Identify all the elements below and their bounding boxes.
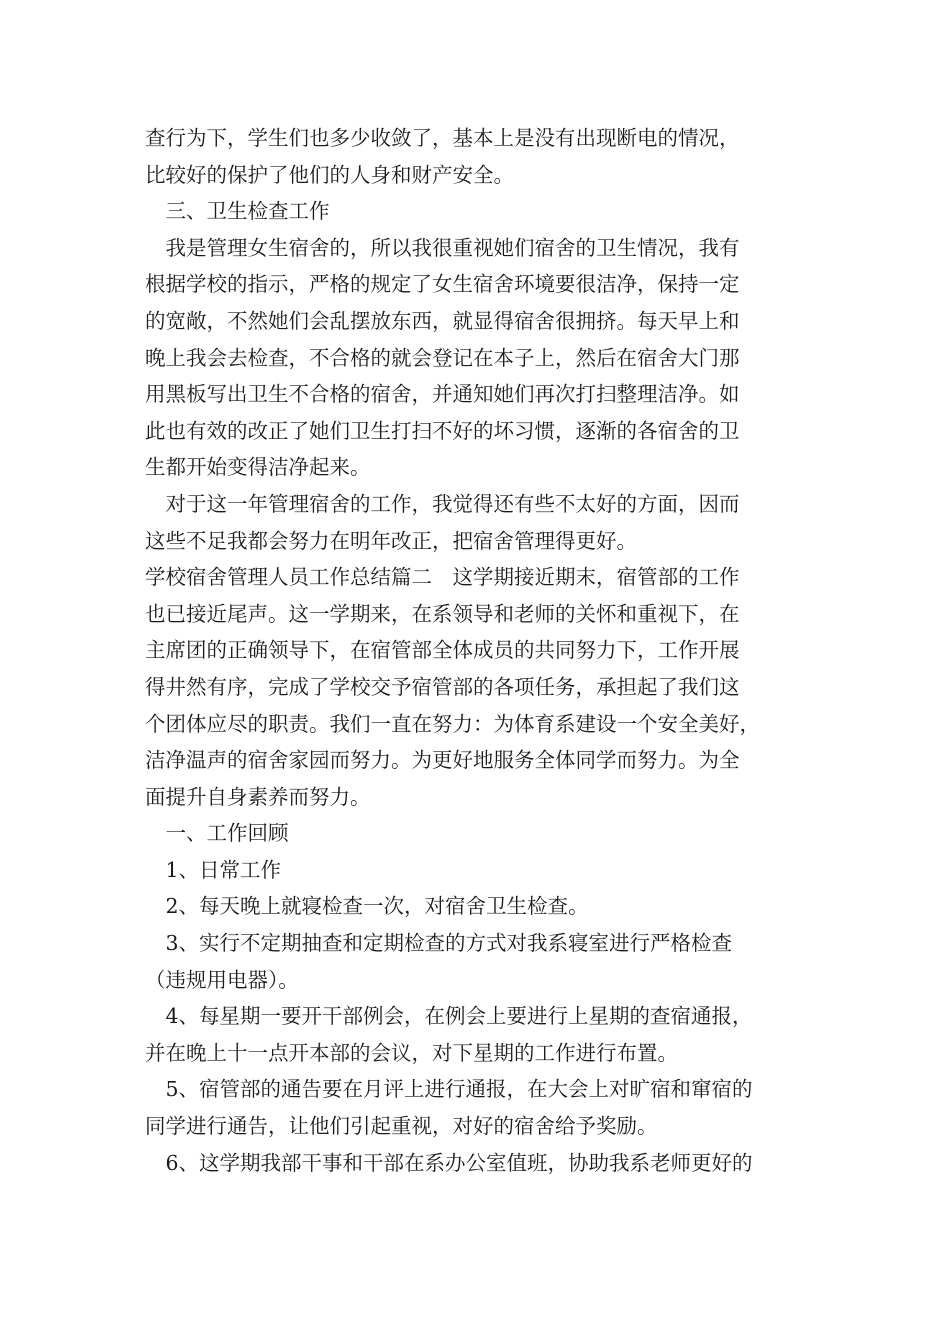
text-line: 学校宿舍管理人员工作总结篇二 这学期接近期末，宿管部的工作 (145, 565, 740, 590)
text-line: 得井然有序，完成了学校交予宿管部的各项任务，承担起了我们这 (145, 674, 740, 699)
text-line: （违规用电器）。 (145, 967, 299, 992)
text-line: 我是管理女生宿舍的，所以我很重视她们宿舍的卫生情况，我有 (145, 235, 740, 260)
section-heading: 三、卫生检查工作 (145, 199, 330, 224)
text-line: 根据学校的指示，严格的规定了女生宿舍环境要很洁净，保持一定 (145, 272, 740, 297)
text-line: 也已接近尾声。这一学期来，在系领导和老师的关怀和重视下，在 (145, 601, 740, 626)
text-line: 对于这一年管理宿舍的工作，我觉得还有些不太好的方面，因而 (145, 491, 740, 516)
list-item: 2、每天晚上就寝检查一次，对宿舍卫生检查。 (145, 894, 589, 919)
list-item: 1、日常工作 (145, 857, 282, 882)
text-line: 这些不足我都会努力在明年改正，把宿舍管理得更好。 (145, 528, 637, 553)
text-line: 并在晚上十一点开本部的会议，对下星期的工作进行布置。 (145, 1040, 678, 1065)
list-item: 3、实行不定期抽查和定期检查的方式对我系寝室进行严格检查 (145, 931, 733, 956)
text-line: 面提升自身素养而努力。 (145, 784, 371, 809)
text-line: 此也有效的改正了她们卫生打扫不好的坏习惯，逐渐的各宿舍的卫 (145, 418, 740, 443)
text-line: 同学进行通告，让他们引起重视，对好的宿舍给予奖励。 (145, 1114, 658, 1139)
text-line: 晚上我会去检查，不合格的就会登记在本子上，然后在宿舍大门那 (145, 345, 740, 370)
text-line: 的宽敞，不然她们会乱摆放东西，就显得宿舍很拥挤。每天早上和 (145, 308, 740, 333)
list-item: 5、宿管部的通告要在月评上进行通报，在大会上对旷宿和窜宿的 (145, 1077, 753, 1102)
section-heading: 一、工作回顾 (145, 821, 289, 846)
text-line: 查行为下，学生们也多少收敛了，基本上是没有出现断电的情况， (145, 126, 740, 150)
list-item: 6、这学期我部干事和干部在系办公室值班，协助我系老师更好的 (145, 1150, 753, 1175)
text-line: 个团体应尽的职责。我们一直在努力：为体育系建设一个安全美好， (145, 711, 760, 736)
document-body (145, 120, 825, 1181)
text-line: 洁净温声的宿舍家园而努力。为更好地服务全体同学而努力。为全 (145, 748, 740, 773)
text-line: 比较好的保护了他们的人身和财产安全。 (145, 162, 514, 187)
text-line: 用黑板写出卫生不合格的宿舍，并通知她们再次打扫整理洁净。如 (145, 382, 740, 407)
text-line: 生都开始变得洁净起来。 (145, 455, 371, 480)
text-line: 主席团的正确领导下，在宿管部全体成员的共同努力下，工作开展 (145, 638, 740, 663)
list-item: 4、每星期一要开干部例会，在例会上要进行上星期的查宿通报， (145, 1004, 753, 1029)
